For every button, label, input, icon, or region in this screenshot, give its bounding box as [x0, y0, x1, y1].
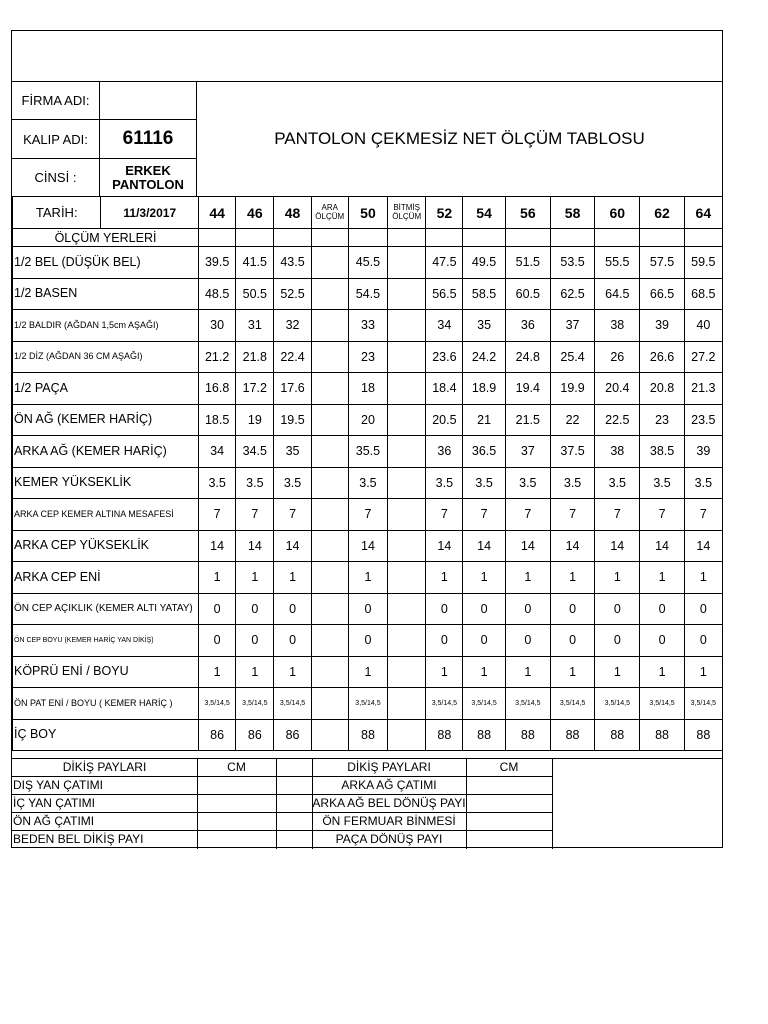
measurement-value	[311, 719, 348, 751]
measurement-value: 22	[550, 404, 594, 436]
measurement-value: 88	[684, 719, 722, 751]
measurement-value: 1	[348, 656, 387, 688]
measurement-value: 3.5	[274, 467, 311, 499]
seam-allowance-section	[12, 758, 722, 848]
measurement-row	[13, 499, 723, 531]
measurement-value: 3.5	[505, 467, 550, 499]
measurement-value: 56.5	[426, 278, 463, 310]
measurement-value: 20.8	[640, 373, 684, 405]
measurement-value: 0	[463, 625, 505, 657]
measurement-value	[311, 467, 348, 499]
measurement-value: 7	[426, 499, 463, 531]
measurement-value: 1	[684, 656, 722, 688]
measurement-value: 24.8	[505, 341, 550, 373]
measurement-value: 0	[640, 625, 684, 657]
measurement-value	[388, 719, 426, 751]
cins-value-line1: ERKEK	[125, 162, 171, 178]
measurement-label: 1/2 BASEN	[13, 278, 199, 310]
measurement-value: 7	[684, 499, 722, 531]
measurement-value: 0	[348, 625, 387, 657]
measurement-value: 0	[199, 625, 236, 657]
measurement-value: 37	[505, 436, 550, 468]
measurement-sheet	[11, 30, 723, 848]
right-seam-item: PAÇA DÖNÜŞ PAYI	[335, 832, 443, 846]
measurement-value: 57.5	[640, 247, 684, 279]
cins-value-line2: PANTOLON	[112, 176, 184, 192]
measurement-value: 14	[274, 530, 311, 562]
measurement-row	[13, 404, 723, 436]
measurement-value: 39	[684, 436, 722, 468]
measurement-value: 3,5/14,5	[684, 688, 722, 720]
measurement-value: 3,5/14,5	[426, 688, 463, 720]
measurement-label: KEMER YÜKSEKLİK	[13, 467, 199, 499]
measurement-value	[311, 688, 348, 720]
size-header-bitmis-olcum: BİTMİŞ ÖLÇÜM	[388, 197, 426, 229]
measurement-label: ARKA CEP KEMER ALTINA MESAFESİ	[13, 499, 199, 531]
measurement-value: 3.5	[463, 467, 505, 499]
measurement-value: 20.4	[595, 373, 640, 405]
measurement-row	[13, 373, 723, 405]
size-header: 52	[426, 197, 463, 229]
measurement-value: 52.5	[274, 278, 311, 310]
measurement-value: 1	[684, 562, 722, 594]
measurement-label: ÖN CEP BOYU (KEMER HARİÇ YAN DİKİŞ)	[13, 625, 199, 657]
measurement-value	[388, 688, 426, 720]
measurement-value: 1	[550, 562, 594, 594]
measurement-label: ÖN CEP AÇIKLIK (KEMER ALTI YATAY)	[13, 593, 199, 625]
measurement-value: 41.5	[236, 247, 274, 279]
measurement-value: 88	[505, 719, 550, 751]
measurement-value: 7	[640, 499, 684, 531]
measurement-value	[311, 278, 348, 310]
left-seam-item: BEDEN BEL DİKİŞ PAYI	[13, 832, 144, 846]
measurement-value: 43.5	[274, 247, 311, 279]
measurement-value	[311, 341, 348, 373]
size-chart-table	[12, 196, 723, 751]
measurement-value: 3,5/14,5	[640, 688, 684, 720]
measurement-value: 0	[236, 625, 274, 657]
right-seam-item: ARKA AĞ ÇATIMI	[341, 778, 437, 792]
measurement-value: 1	[199, 656, 236, 688]
measurement-value	[388, 278, 426, 310]
measurement-value	[388, 373, 426, 405]
measurement-value: 59.5	[684, 247, 722, 279]
measurement-value: 3.5	[640, 467, 684, 499]
measurement-value	[388, 656, 426, 688]
measurement-row	[13, 436, 723, 468]
measurement-value: 3.5	[426, 467, 463, 499]
measurement-value: 1	[595, 656, 640, 688]
measurement-value	[388, 341, 426, 373]
page-title: PANTOLON ÇEKMESİZ NET ÖLÇÜM TABLOSU	[274, 128, 645, 148]
measurement-value: 58.5	[463, 278, 505, 310]
measurement-value: 23.5	[684, 404, 722, 436]
measurement-value: 66.5	[640, 278, 684, 310]
measurement-label: ARKA CEP ENİ	[13, 562, 199, 594]
measurement-value: 3,5/14,5	[463, 688, 505, 720]
measurement-rows	[13, 247, 723, 751]
measurement-value: 7	[348, 499, 387, 531]
measurement-value: 3,5/14,5	[595, 688, 640, 720]
measurement-value: 31	[236, 310, 274, 342]
measurement-value: 1	[505, 656, 550, 688]
measurement-value: 14	[426, 530, 463, 562]
measurement-value: 0	[684, 625, 722, 657]
measurement-value	[388, 593, 426, 625]
measurement-value: 0	[426, 593, 463, 625]
measurement-value: 14	[640, 530, 684, 562]
measurement-value: 19	[236, 404, 274, 436]
measurement-value: 35	[463, 310, 505, 342]
measurement-value: 14	[463, 530, 505, 562]
measure-header-row	[13, 229, 723, 247]
size-header-row	[13, 197, 723, 229]
kalip-value: 61116	[100, 120, 197, 158]
measurement-value: 3,5/14,5	[550, 688, 594, 720]
cins-value	[100, 159, 197, 196]
measurement-value: 3,5/14,5	[505, 688, 550, 720]
tarih-value: 11/3/2017	[101, 197, 199, 229]
measurement-value: 24.2	[463, 341, 505, 373]
measurement-value: 17.2	[236, 373, 274, 405]
measurement-value: 0	[550, 593, 594, 625]
measurement-value: 0	[199, 593, 236, 625]
measurement-value: 23.6	[426, 341, 463, 373]
measurement-value: 35.5	[348, 436, 387, 468]
left-seam-title: DİKİŞ PAYLARI	[62, 760, 147, 774]
measurement-value: 21.5	[505, 404, 550, 436]
measurement-value	[388, 310, 426, 342]
firma-row	[12, 81, 197, 120]
right-seam-title: DİKİŞ PAYLARI	[347, 760, 431, 774]
measurement-label: ARKA CEP YÜKSEKLİK	[13, 530, 199, 562]
measurement-value	[388, 404, 426, 436]
measurement-value: 36	[426, 436, 463, 468]
measurement-value: 0	[426, 625, 463, 657]
measurement-label: 1/2 DİZ (AĞDAN 36 CM AŞAĞI)	[13, 341, 199, 373]
measurement-row	[13, 719, 723, 751]
measurement-label: ÖN AĞ (KEMER HARİÇ)	[13, 404, 199, 436]
measurement-value	[311, 404, 348, 436]
measurement-value: 36	[505, 310, 550, 342]
measurement-value: 0	[463, 593, 505, 625]
measurement-value: 3.5	[595, 467, 640, 499]
measurement-value: 21.2	[199, 341, 236, 373]
measurement-row	[13, 625, 723, 657]
measurement-value: 18	[348, 373, 387, 405]
measurement-value: 1	[274, 562, 311, 594]
measurement-value: 33	[348, 310, 387, 342]
left-seam-item: İÇ YAN ÇATIMI	[13, 796, 96, 810]
measurement-value: 88	[348, 719, 387, 751]
cins-label: CİNSİ :	[12, 159, 100, 196]
size-header-ara-olcum: ARA ÖLÇÜM	[311, 197, 348, 229]
size-header: 44	[199, 197, 236, 229]
measurement-value: 34	[426, 310, 463, 342]
measurement-value: 48.5	[199, 278, 236, 310]
measurement-value: 23	[348, 341, 387, 373]
measurement-value: 26	[595, 341, 640, 373]
size-header: 56	[505, 197, 550, 229]
right-seam-item: ÖN FERMUAR BİNMESİ	[322, 814, 456, 828]
measurement-value	[311, 247, 348, 279]
measurement-row	[13, 247, 723, 279]
measurement-value: 1	[505, 562, 550, 594]
measurement-value: 20.5	[426, 404, 463, 436]
measurement-value: 32	[274, 310, 311, 342]
measurement-value: 0	[595, 593, 640, 625]
measurement-value: 14	[595, 530, 640, 562]
measurement-value: 1	[236, 656, 274, 688]
measurement-value: 34.5	[236, 436, 274, 468]
measurement-value: 21.3	[684, 373, 722, 405]
measurement-value: 0	[274, 593, 311, 625]
cins-row	[12, 159, 197, 196]
measurement-value: 49.5	[463, 247, 505, 279]
left-seam-item: DIŞ YAN ÇATIMI	[13, 778, 104, 792]
measurement-label: İÇ BOY	[13, 719, 199, 751]
measurement-value: 3.5	[236, 467, 274, 499]
measurement-value: 39	[640, 310, 684, 342]
measurement-value: 7	[463, 499, 505, 531]
measurement-value: 86	[274, 719, 311, 751]
measurement-value: 18.5	[199, 404, 236, 436]
measurement-value: 21	[463, 404, 505, 436]
measurement-value: 88	[640, 719, 684, 751]
measurement-value: 3,5/14,5	[274, 688, 311, 720]
measurement-value: 0	[505, 625, 550, 657]
measurement-value: 3.5	[684, 467, 722, 499]
measurement-value: 88	[426, 719, 463, 751]
measurement-value: 0	[348, 593, 387, 625]
size-header: 48	[274, 197, 311, 229]
measurement-value: 62.5	[550, 278, 594, 310]
measurement-label: ARKA AĞ (KEMER HARİÇ)	[13, 436, 199, 468]
measurement-value: 36.5	[463, 436, 505, 468]
measurement-value: 7	[595, 499, 640, 531]
measurement-value: 18.9	[463, 373, 505, 405]
measurement-value: 7	[236, 499, 274, 531]
measurement-value: 26.6	[640, 341, 684, 373]
measurement-value: 0	[236, 593, 274, 625]
measurement-value: 37	[550, 310, 594, 342]
measurement-value: 3.5	[199, 467, 236, 499]
blank-top-area	[12, 31, 722, 82]
size-header: 58	[550, 197, 594, 229]
measurement-value: 88	[595, 719, 640, 751]
measurement-value: 88	[463, 719, 505, 751]
measurement-value	[388, 467, 426, 499]
measurement-value: 38.5	[640, 436, 684, 468]
measurement-value: 0	[684, 593, 722, 625]
measurement-value	[311, 373, 348, 405]
measurement-value: 0	[505, 593, 550, 625]
measurement-value: 37.5	[550, 436, 594, 468]
measurement-value: 35	[274, 436, 311, 468]
measurement-value: 51.5	[505, 247, 550, 279]
measurement-value	[388, 499, 426, 531]
tarih-label: TARİH:	[13, 197, 101, 229]
measurement-value	[388, 436, 426, 468]
measurement-value: 14	[550, 530, 594, 562]
measurement-value	[388, 530, 426, 562]
measurement-value: 1	[550, 656, 594, 688]
measurement-value: 1	[595, 562, 640, 594]
size-header: 64	[684, 197, 722, 229]
measurement-value: 38	[595, 310, 640, 342]
measurement-value: 0	[550, 625, 594, 657]
measurement-value: 1	[463, 562, 505, 594]
measurement-value: 14	[684, 530, 722, 562]
measurement-value: 1	[236, 562, 274, 594]
measurement-value: 45.5	[348, 247, 387, 279]
measurement-value: 3.5	[348, 467, 387, 499]
measurement-value	[311, 499, 348, 531]
measurement-value: 7	[505, 499, 550, 531]
measurement-value: 54.5	[348, 278, 387, 310]
measurement-value: 50.5	[236, 278, 274, 310]
measurement-value: 18.4	[426, 373, 463, 405]
size-header: 50	[348, 197, 387, 229]
measurement-value: 30	[199, 310, 236, 342]
measurement-row	[13, 341, 723, 373]
measurement-value: 21.8	[236, 341, 274, 373]
measurement-value: 0	[640, 593, 684, 625]
measurement-value: 3,5/14,5	[199, 688, 236, 720]
measurement-value: 3,5/14,5	[348, 688, 387, 720]
measurement-label: KÖPRÜ ENİ / BOYU	[13, 656, 199, 688]
measurement-value: 39.5	[199, 247, 236, 279]
measurement-value: 22.4	[274, 341, 311, 373]
measurement-value	[311, 310, 348, 342]
measurement-value: 1	[426, 562, 463, 594]
right-seam-unit: CM	[499, 760, 519, 774]
measurement-value: 1	[463, 656, 505, 688]
measurement-row	[13, 688, 723, 720]
measurement-value: 19.5	[274, 404, 311, 436]
size-header: 54	[463, 197, 505, 229]
kalip-row	[12, 120, 197, 159]
measurement-value: 55.5	[595, 247, 640, 279]
firma-label: FİRMA ADI:	[12, 81, 100, 119]
measure-header: ÖLÇÜM YERLERİ	[13, 229, 199, 247]
measurement-value: 1	[426, 656, 463, 688]
measurement-label: 1/2 PAÇA	[13, 373, 199, 405]
measurement-value: 20	[348, 404, 387, 436]
measurement-value	[311, 436, 348, 468]
measurement-value	[388, 625, 426, 657]
measurement-value: 1	[199, 562, 236, 594]
measurement-value: 7	[550, 499, 594, 531]
kalip-label: KALIP ADI:	[12, 120, 100, 158]
measurement-row	[13, 530, 723, 562]
measurement-value: 27.2	[684, 341, 722, 373]
measurement-value: 60.5	[505, 278, 550, 310]
left-seam-unit: CM	[227, 760, 246, 774]
measurement-value: 86	[236, 719, 274, 751]
measurement-value: 88	[550, 719, 594, 751]
measurement-value: 1	[348, 562, 387, 594]
measurement-value: 3,5/14,5	[236, 688, 274, 720]
measurement-row	[13, 656, 723, 688]
measurement-row	[13, 467, 723, 499]
measurement-value: 34	[199, 436, 236, 468]
measurement-value: 47.5	[426, 247, 463, 279]
measurement-value: 17.6	[274, 373, 311, 405]
measurement-value: 16.8	[199, 373, 236, 405]
right-seam-item: ARKA AĞ BEL DÖNÜŞ PAYI	[312, 796, 466, 810]
measurement-value: 86	[199, 719, 236, 751]
measurement-value: 3.5	[550, 467, 594, 499]
measurement-label: 1/2 BALDIR (AĞDAN 1,5cm AŞAĞI)	[13, 310, 199, 342]
measurement-value	[311, 562, 348, 594]
measurement-value: 14	[348, 530, 387, 562]
size-header: 62	[640, 197, 684, 229]
measurement-label: ÖN PAT ENİ / BOYU ( KEMER HARİÇ )	[13, 688, 199, 720]
measurement-value: 53.5	[550, 247, 594, 279]
measurement-value: 14	[199, 530, 236, 562]
measurement-value: 19.4	[505, 373, 550, 405]
measurement-value: 1	[640, 562, 684, 594]
measurement-value: 64.5	[595, 278, 640, 310]
measurement-row	[13, 278, 723, 310]
measurement-value: 7	[199, 499, 236, 531]
left-seam-item: ÖN AĞ ÇATIMI	[13, 814, 95, 828]
measurement-value: 25.4	[550, 341, 594, 373]
measurement-value: 38	[595, 436, 640, 468]
measurement-value: 1	[640, 656, 684, 688]
measurement-value: 1	[274, 656, 311, 688]
measurement-value: 22.5	[595, 404, 640, 436]
measurement-label: 1/2 BEL (DÜŞÜK BEL)	[13, 247, 199, 279]
measurement-value	[311, 530, 348, 562]
firma-value	[100, 81, 197, 119]
measurement-value: 7	[274, 499, 311, 531]
measurement-value: 19.9	[550, 373, 594, 405]
measurement-value	[388, 562, 426, 594]
measurement-value	[311, 656, 348, 688]
measurement-row	[13, 562, 723, 594]
measurement-value: 0	[274, 625, 311, 657]
measurement-value	[388, 247, 426, 279]
measurement-value: 68.5	[684, 278, 722, 310]
size-header: 60	[595, 197, 640, 229]
measurement-value: 14	[236, 530, 274, 562]
measurement-value: 40	[684, 310, 722, 342]
measurement-row	[13, 593, 723, 625]
measurement-value: 14	[505, 530, 550, 562]
measurement-value: 0	[595, 625, 640, 657]
measurement-value	[311, 593, 348, 625]
size-header: 46	[236, 197, 274, 229]
measurement-row	[13, 310, 723, 342]
measurement-value: 23	[640, 404, 684, 436]
measurement-value	[311, 625, 348, 657]
